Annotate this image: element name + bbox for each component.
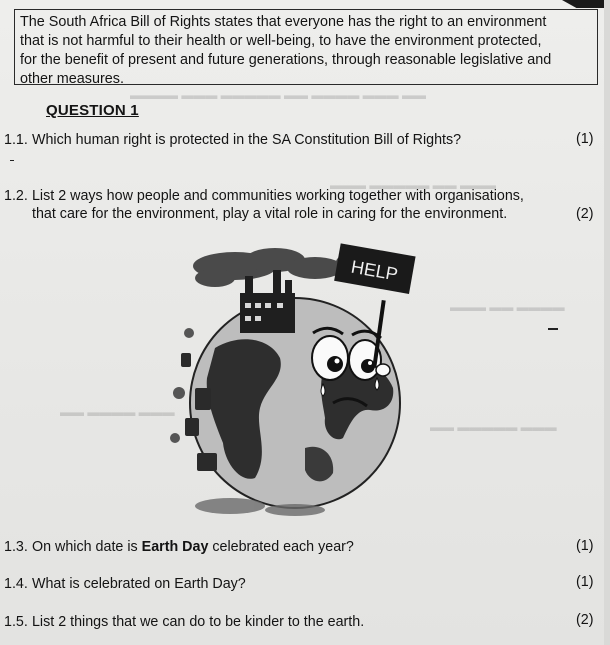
- scan-edge: [604, 0, 610, 645]
- question-1-1: [4, 131, 461, 150]
- question-text: List 2 ways how people and communities working together with organisations,: [31, 188, 524, 204]
- question-text-before: On which date is: [31, 539, 142, 555]
- scan-corner: [562, 0, 610, 8]
- bleed-through: ▬▬▬ ▬▬▬▬ ▬▬: [60, 405, 175, 419]
- earth-day-bold: Earth Day: [141, 539, 209, 555]
- bleed-through: ▬▬▬▬ ▬▬ ▬▬▬: [450, 300, 565, 314]
- question-1-5: [4, 613, 364, 632]
- stray-mark: [548, 328, 558, 330]
- bleed-through: ▬▬ ▬▬▬ ▬▬▬▬ ▬▬ ▬▬▬▬▬ ▬▬▬ ▬▬▬▬: [130, 88, 427, 102]
- question-text: List 2 things that we can do to be kinder to the earth.: [31, 614, 365, 630]
- intro-line: for the benefit of present and future generations, through reasonable legislative and: [20, 52, 552, 68]
- marks-1-1: (1): [576, 131, 594, 147]
- question-number: 1.5.: [4, 614, 28, 630]
- question-text: that care for the environment, play a vital role in caring for the environment.: [31, 206, 508, 222]
- bleed-through: ▬▬▬ ▬▬▬▬▬ ▬▬: [430, 420, 557, 434]
- question-1-2: [4, 187, 524, 206]
- intro-line: The South Africa Bill of Rights states that everyone has the right to an environment: [20, 14, 547, 30]
- marks-1-4: (1): [576, 574, 594, 590]
- help-sign-text: HELP: [349, 256, 400, 285]
- question-number: 1.3.: [4, 539, 28, 555]
- stray-mark: [10, 160, 14, 161]
- bill-of-rights-box: [14, 9, 598, 85]
- crying-earth-illustration: [145, 238, 445, 518]
- intro-line: other measures.: [20, 71, 124, 87]
- question-number: 1.1.: [4, 132, 28, 148]
- question-text-after: celebrated each year?: [208, 539, 354, 555]
- bleed-through: ▬▬▬ ▬▬ ▬▬▬▬▬ ▬▬▬: [330, 178, 497, 192]
- question-text: Which human right is protected in the SA Constitution Bill of Rights?: [31, 132, 462, 148]
- question-heading: QUESTION 1: [46, 102, 139, 119]
- question-1-2-line2: [4, 205, 507, 224]
- question-text: What is celebrated on Earth Day?: [31, 576, 246, 592]
- intro-line: that is not harmful to their health or well-being, to have the environment protected,: [20, 33, 542, 49]
- marks-1-2: (2): [576, 206, 594, 222]
- question-number: 1.4.: [4, 576, 28, 592]
- marks-1-3: (1): [576, 538, 594, 554]
- question-1-3: [4, 538, 354, 557]
- question-number: 1.2.: [4, 188, 28, 204]
- question-1-4: [4, 575, 246, 594]
- marks-1-5: (2): [576, 612, 594, 628]
